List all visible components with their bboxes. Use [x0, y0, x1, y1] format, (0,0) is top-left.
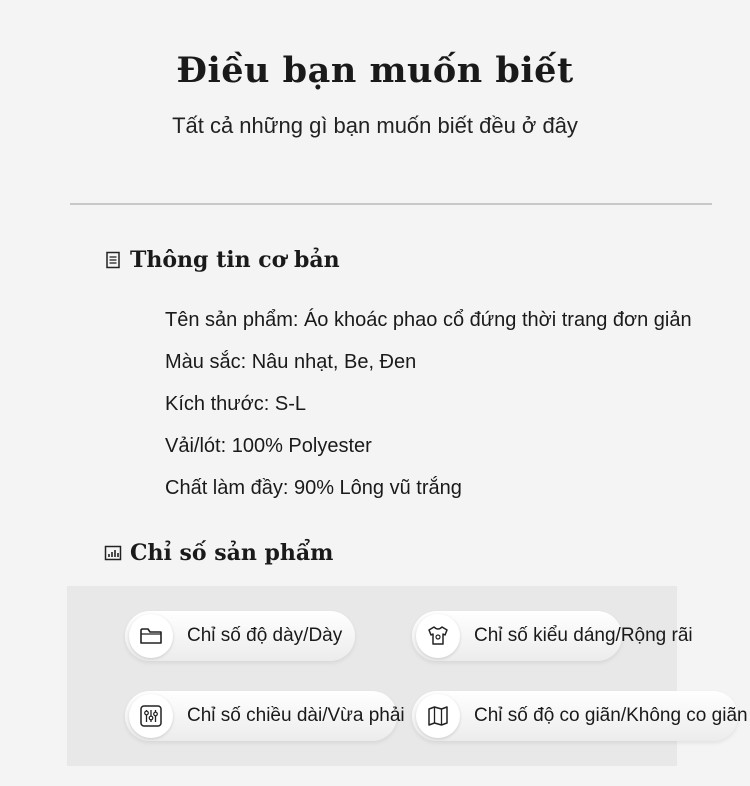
page-title: Điều bạn muốn biết	[176, 50, 574, 91]
bar-chart-icon	[104, 544, 122, 562]
length-index-pill	[125, 691, 405, 741]
pill-label: Chỉ số độ dày/Dày	[187, 625, 343, 646]
shirt-icon	[416, 614, 460, 658]
divider	[70, 203, 712, 205]
info-item-color: Màu sắc: Nâu nhạt, Be, Đen	[165, 351, 417, 373]
pill-label: Chỉ số kiểu dáng/Rộng rãi	[474, 625, 693, 646]
basic-info-heading	[104, 247, 340, 273]
basic-info-list	[165, 306, 692, 516]
info-item-name: Tên sản phẩm: Áo khoác phao cổ đứng thời trang đơn giản	[165, 309, 692, 331]
folder-icon	[129, 614, 173, 658]
pill-label: Chỉ số chiều dài/Vừa phải	[187, 705, 405, 726]
section-title: Thông tin cơ bản	[130, 247, 340, 273]
stretch-index-pill	[412, 691, 748, 741]
info-item-filling: Chất làm đầy: 90% Lông vũ trắng	[165, 477, 462, 499]
thickness-index-pill	[125, 611, 355, 661]
fit-index-pill	[412, 611, 693, 661]
info-item-size: Kích thước: S-L	[165, 393, 306, 415]
section-title: Chỉ số sản phẩm	[130, 540, 334, 566]
sliders-icon	[129, 694, 173, 738]
product-index-heading	[104, 540, 333, 566]
info-item-fabric: Vải/lót: 100% Polyester	[165, 435, 372, 457]
document-icon	[104, 251, 122, 269]
map-fold-icon	[416, 694, 460, 738]
page-subtitle: Tất cả những gì bạn muốn biết đều ở đây	[172, 113, 578, 138]
pill-label: Chỉ số độ co giãn/Không co giãn	[474, 705, 748, 726]
